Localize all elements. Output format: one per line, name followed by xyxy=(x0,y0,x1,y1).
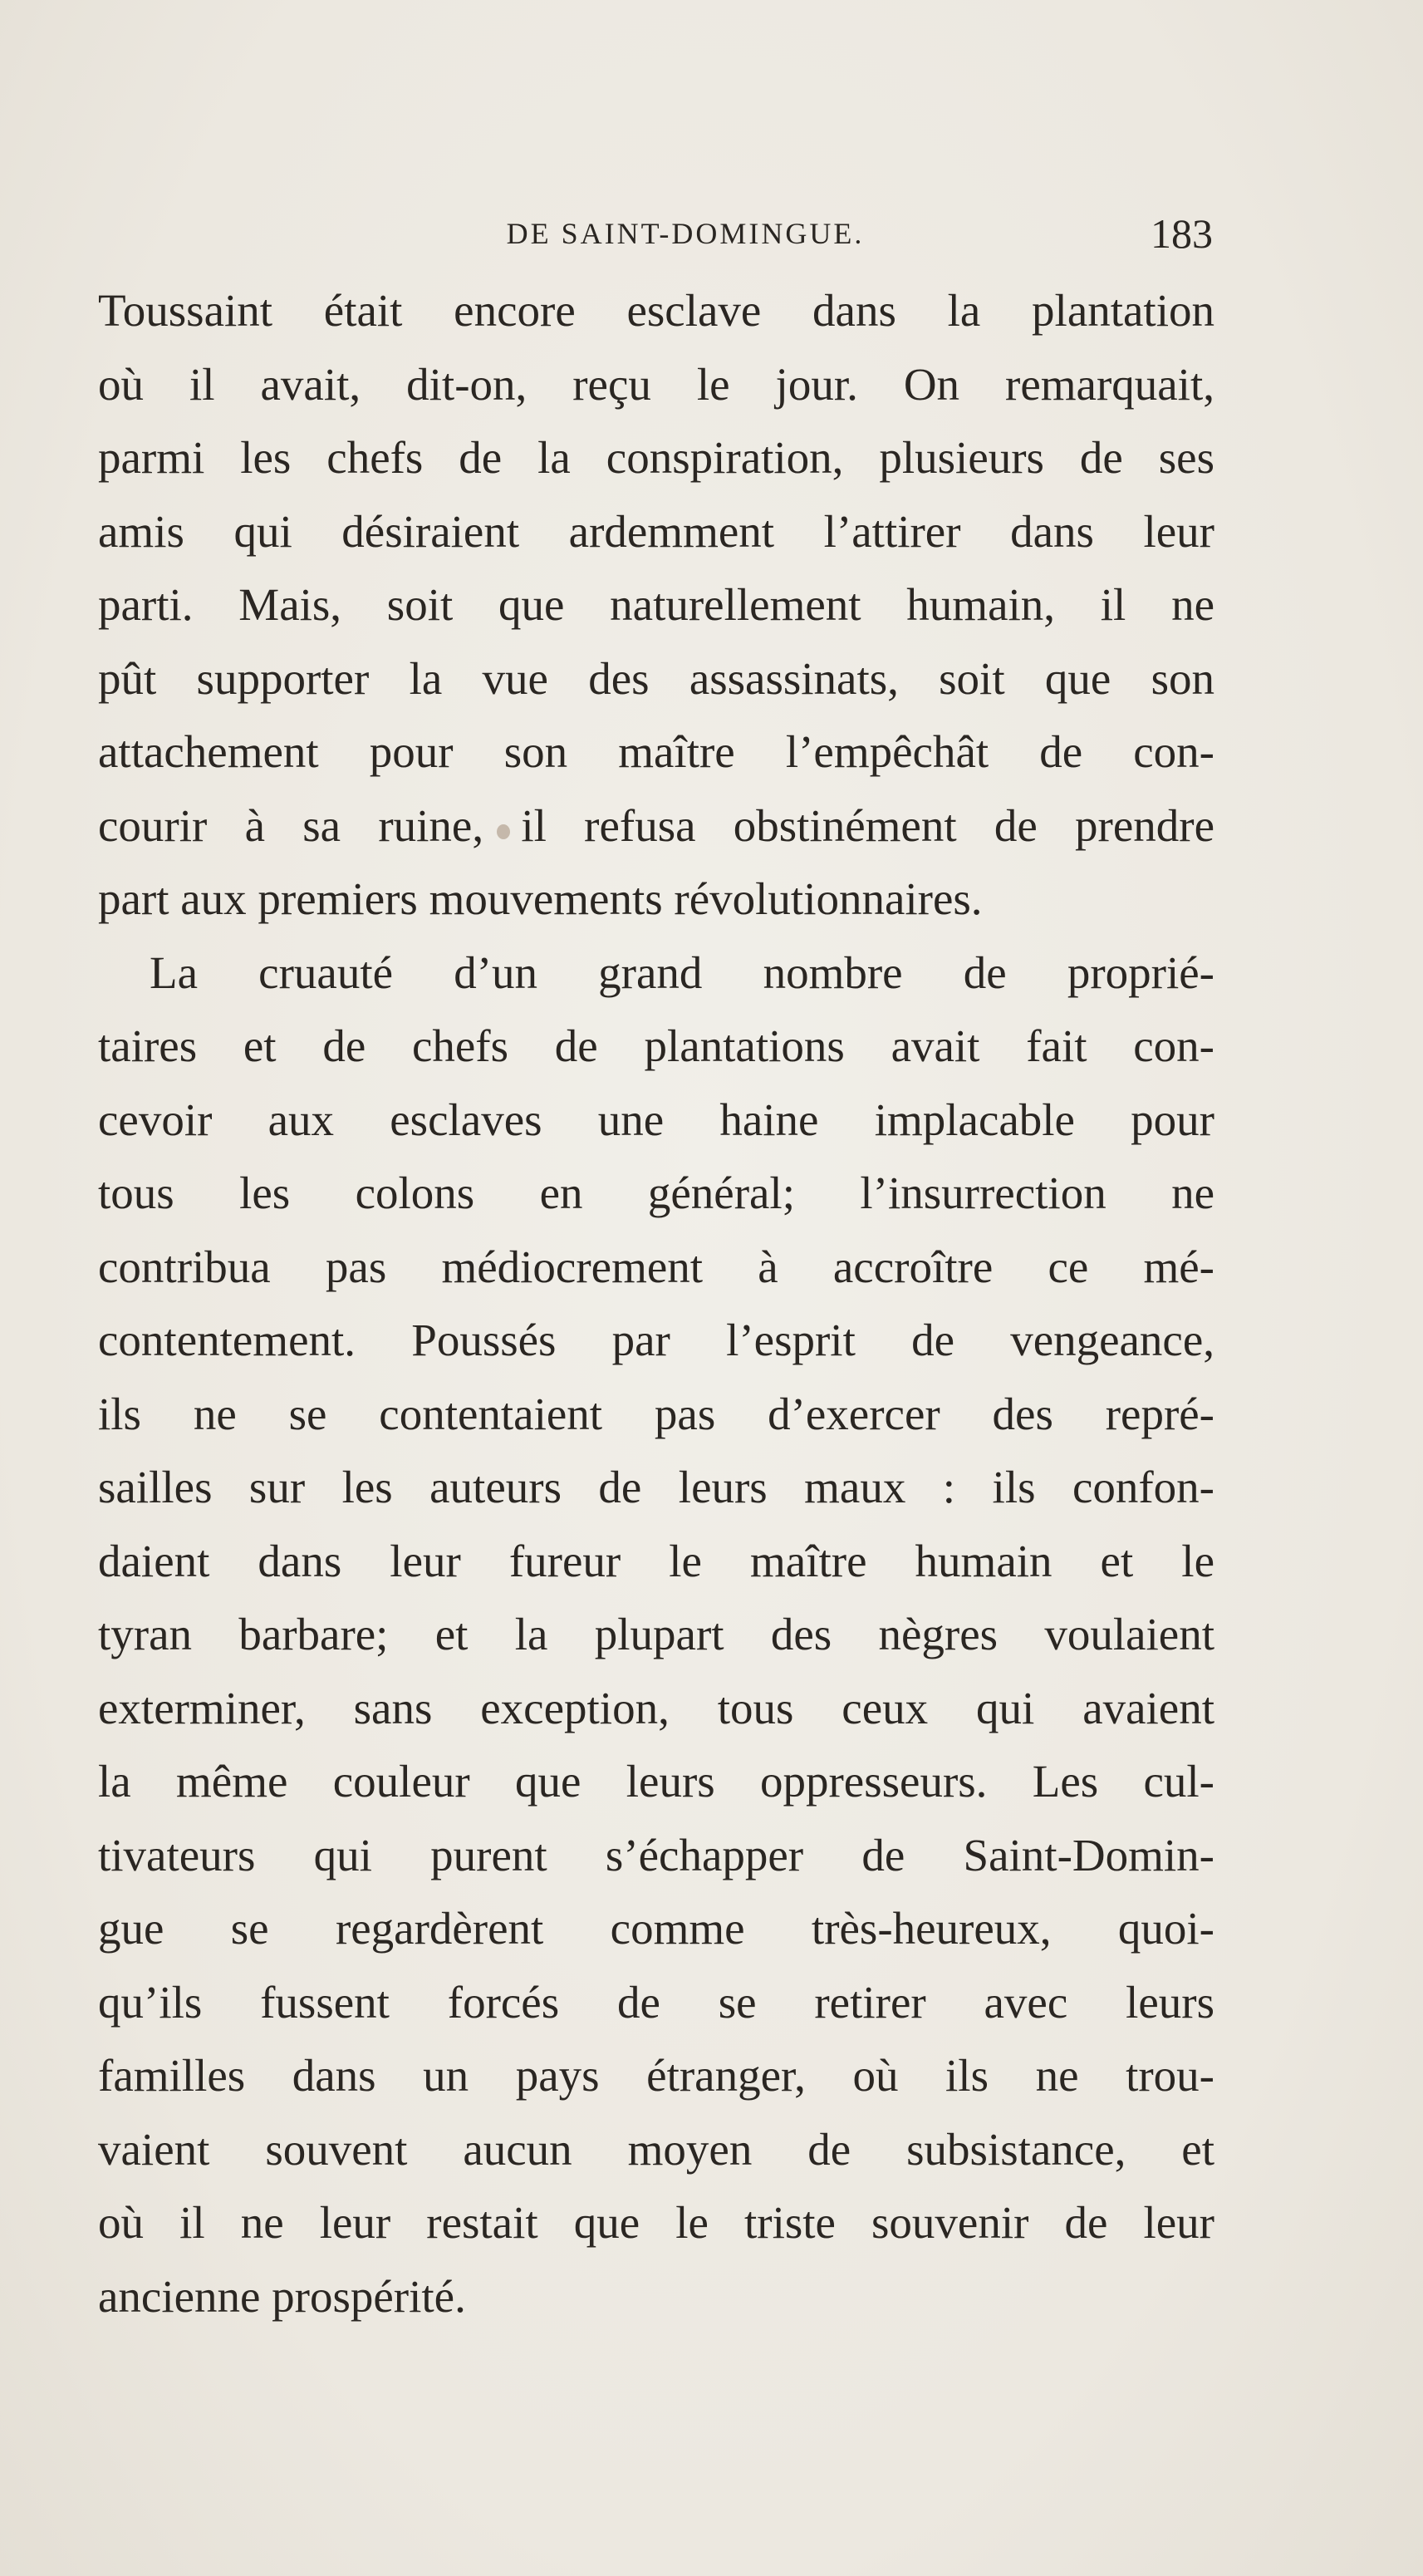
text-line: Toussaint était encore esclave dans la plantation xyxy=(98,285,1214,336)
text-line: familles dans un pays étranger, où ils ne trou- xyxy=(98,2050,1214,2101)
text-line: part aux premiers mouvements révolutionnaires. xyxy=(98,873,983,924)
running-head-title: DE SAINT-DOMINGUE. xyxy=(506,217,865,250)
text-line: parmi les chefs de la conspiration, plusieurs de ses xyxy=(98,432,1214,483)
text-line: tyran barbare; et la plupart des nègres voulaient xyxy=(98,1609,1214,1659)
text-line: pût supporter la vue des assassinats, soit que son xyxy=(98,652,1214,704)
text-line: gue se regardèrent comme très-heureux, quoi- xyxy=(98,1903,1214,1954)
text-line: où il avait, dit-on, reçu le jour. On remarquait, xyxy=(98,358,1214,410)
text-line: où il ne leur restait que le triste souvenir de leur xyxy=(98,2197,1214,2248)
text-line: qu’ils fussent forcés de se retirer avec leurs xyxy=(98,1976,1214,2028)
text-line: daient dans leur fureur le maître humain et le xyxy=(98,1535,1214,1586)
running-head xyxy=(100,209,1213,259)
text-line: courir à sa ruine, il refusa obstinément de prendre xyxy=(98,799,1214,851)
page-number: 183 xyxy=(1151,210,1213,257)
text-line: attachement pour son maître l’empêchât de con- xyxy=(98,726,1214,777)
paragraph xyxy=(98,274,1214,937)
text-line: contentement. Poussés par l’esprit de vengeance, xyxy=(98,1315,1214,1365)
body-text xyxy=(98,274,1214,2333)
text-line: cevoir aux esclaves une haine implacable pour xyxy=(98,1094,1214,1145)
text-line: amis qui désiraient ardemment l’attirer dans leur xyxy=(98,505,1214,557)
text-line: contribua pas médiocrement à accroître ce mé- xyxy=(98,1241,1214,1292)
text-line: La cruauté d’un grand nombre de proprié- xyxy=(150,946,1214,998)
text-line: tous les colons en général; l’insurrection ne xyxy=(98,1168,1214,1218)
text-line: ils ne se contentaient pas d’exercer des repré- xyxy=(98,1388,1214,1439)
text-line: sailles sur les auteurs de leurs maux : ils confon- xyxy=(98,1462,1214,1512)
text-line: vaient souvent aucun moyen de subsistance, et xyxy=(98,2123,1214,2175)
text-line: parti. Mais, soit que naturellement humain, il ne xyxy=(98,579,1214,630)
text-line: exterminer, sans exception, tous ceux qui avaient xyxy=(98,1682,1214,1733)
text-line: la même couleur que leurs oppresseurs. Les cul- xyxy=(98,1756,1214,1807)
text-line: taires et de chefs de plantations avait fait con- xyxy=(98,1020,1214,1071)
text-line: ancienne prospérité. xyxy=(98,2270,466,2322)
paragraph xyxy=(98,937,1214,2334)
text-line: tivateurs qui purent s’échapper de Saint-Domin- xyxy=(98,1829,1214,1880)
